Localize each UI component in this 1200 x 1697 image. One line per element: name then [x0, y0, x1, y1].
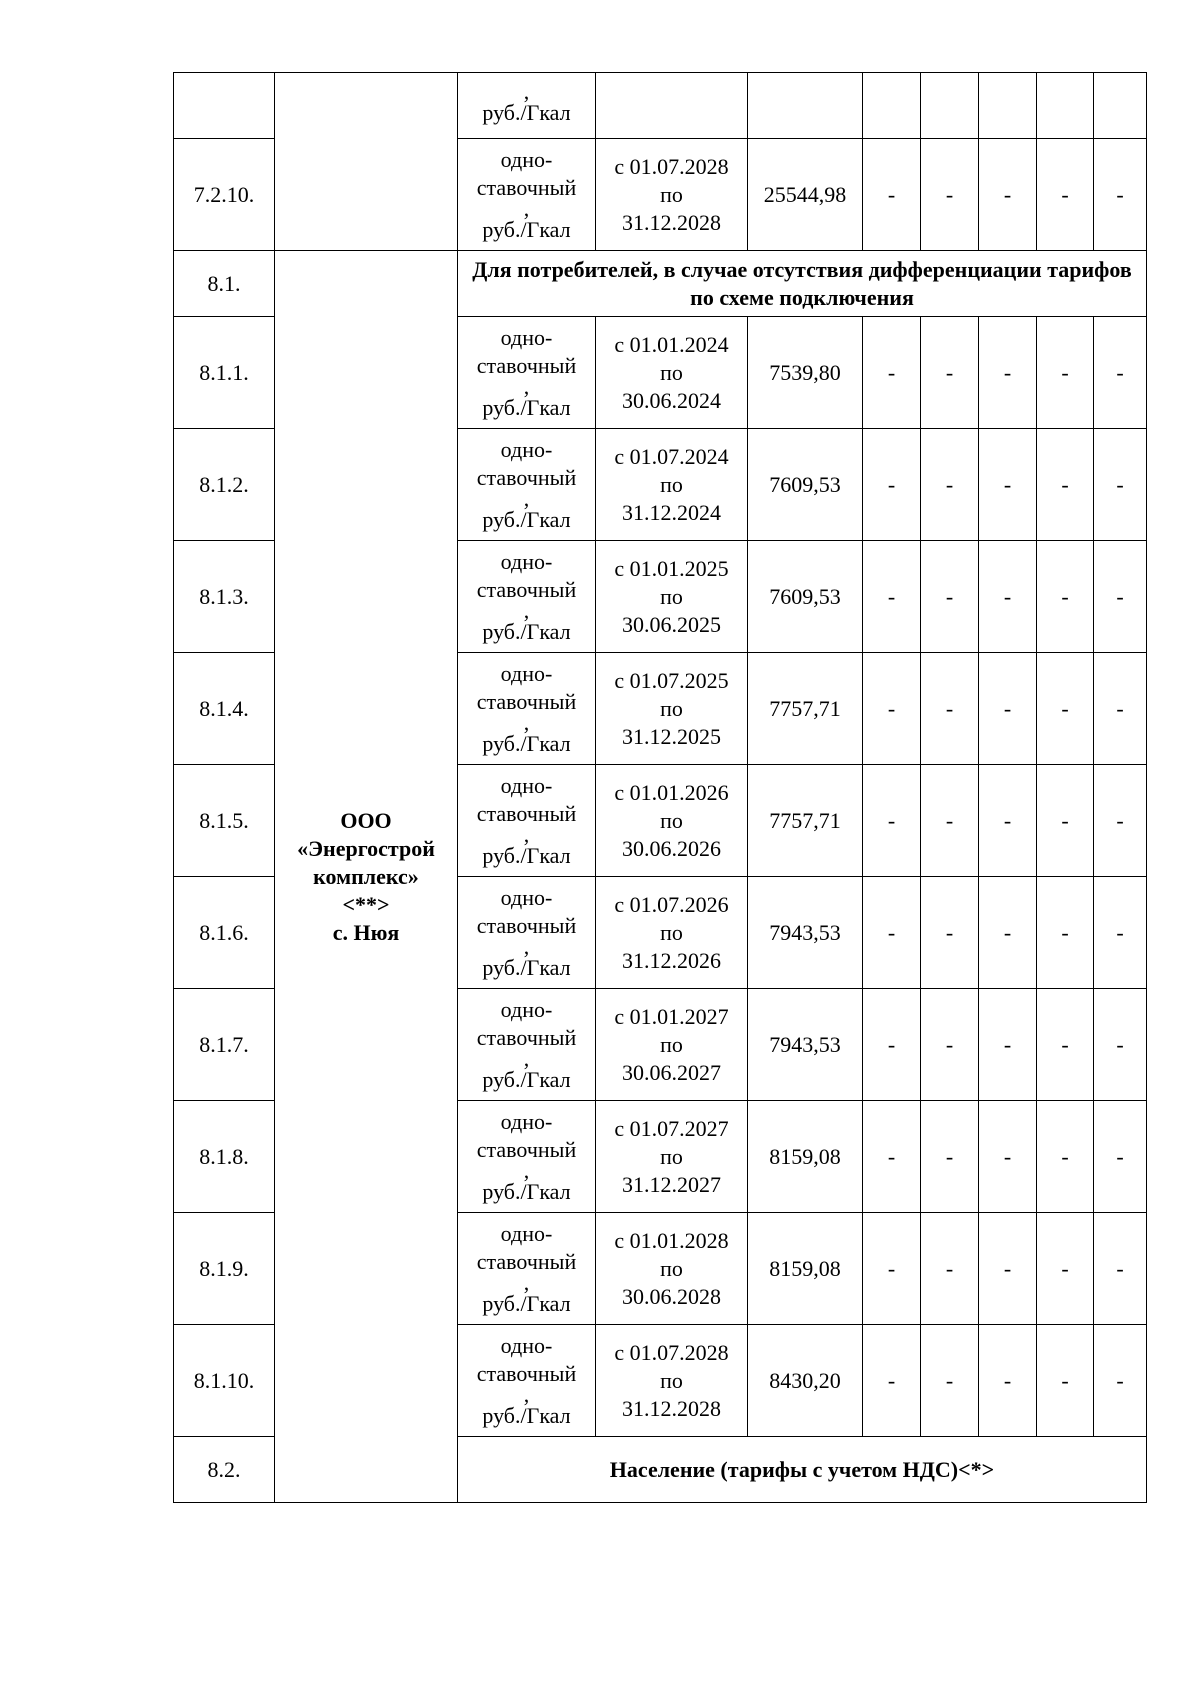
tariff-value: 8159,08 — [748, 1101, 863, 1213]
period-cell: с 01.07.2024 по 31.12.2024 — [596, 429, 748, 541]
unit-cell: одно- ставочный , руб./Гкал — [458, 1101, 596, 1213]
period-cell: с 01.07.2028 по 31.12.2028 — [596, 1325, 748, 1437]
table-row: 8.1.4. одно- ставочный , руб./Гкал с 01.07.2025 по 31.12.2025 7757,71 - - - - - — [174, 653, 1147, 765]
tariff-value: 7943,53 — [748, 989, 863, 1101]
table-row: 8.1.10. одно- ставочный , руб./Гкал с 01.07.2028 по 31.12.2028 8430,20 - - - - - — [174, 1325, 1147, 1437]
period-cell: с 01.01.2027 по 30.06.2027 — [596, 989, 748, 1101]
period-cell: с 01.01.2026 по 30.06.2026 — [596, 765, 748, 877]
row-number-cell — [174, 73, 275, 139]
table-row: 8.1.1. одно- ставочный , руб./Гкал с 01.01.2024 по 30.06.2024 7539,80 - - - - - — [174, 317, 1147, 429]
organization-cell — [275, 73, 458, 251]
table-row: 8.1.8. одно- ставочный , руб./Гкал с 01.07.2027 по 31.12.2027 8159,08 - - - - - — [174, 1101, 1147, 1213]
row-number: 8.2. — [174, 1437, 275, 1503]
row-number: 7.2.10. — [174, 139, 275, 251]
period-cell: с 01.01.2025 по 30.06.2025 — [596, 541, 748, 653]
row-number: 8.1.10. — [174, 1325, 275, 1437]
unit-cell: одно- ставочный , руб./Гкал — [458, 429, 596, 541]
row-number: 8.1.4. — [174, 653, 275, 765]
tariff-value: 7609,53 — [748, 429, 863, 541]
tariff-value: 8159,08 — [748, 1213, 863, 1325]
tariff-value: 25544,98 — [748, 139, 863, 251]
unit-cell: одно- ставочный , руб./Гкал — [458, 139, 596, 251]
unit-cell: одно- ставочный , руб./Гкал — [458, 317, 596, 429]
tariff-value: 7539,80 — [748, 317, 863, 429]
tariff-value: 7757,71 — [748, 765, 863, 877]
unit-cell: одно- ставочный , руб./Гкал — [458, 1213, 596, 1325]
period-cell: с 01.01.2028 по 30.06.2028 — [596, 1213, 748, 1325]
unit-cell: одно- ставочный , руб./Гкал — [458, 1325, 596, 1437]
section-title: Население (тарифы с учетом НДС)<*> — [458, 1437, 1147, 1503]
row-number: 8.1. — [174, 251, 275, 317]
organization-cell: ООО «Энергострой комплекс» <**> с. Нюя — [275, 251, 458, 1503]
table-row: 7.2.10. одно- ставочный , руб./Гкал с 01.07.2028 по 31.12.2028 25544,98 - - - - - — [174, 139, 1147, 251]
table-row — [174, 73, 1147, 139]
table-row: 8.1.9. одно- ставочный , руб./Гкал с 01.01.2028 по 30.06.2028 8159,08 - - - - - — [174, 1213, 1147, 1325]
tariff-value: 7757,71 — [748, 653, 863, 765]
period-cell: с 01.07.2028 по 31.12.2028 — [596, 139, 748, 251]
row-number: 8.1.7. — [174, 989, 275, 1101]
row-number: 8.1.3. — [174, 541, 275, 653]
tariff-value: 7943,53 — [748, 877, 863, 989]
period-cell: с 01.07.2025 по 31.12.2025 — [596, 653, 748, 765]
table-row: 8.1.3. одно- ставочный , руб./Гкал с 01.01.2025 по 30.06.2025 7609,53 - - - - - — [174, 541, 1147, 653]
unit-cell: одно- ставочный , руб./Гкал — [458, 653, 596, 765]
row-number: 8.1.5. — [174, 765, 275, 877]
row-number: 8.1.9. — [174, 1213, 275, 1325]
table-row: 8.1.2. одно- ставочный , руб./Гкал с 01.07.2024 по 31.12.2024 7609,53 - - - - - — [174, 429, 1147, 541]
table-row: 8.1.6. одно- ставочный , руб./Гкал с 01.07.2026 по 31.12.2026 7943,53 - - - - - — [174, 877, 1147, 989]
unit-cell: одно- ставочный , руб./Гкал — [458, 877, 596, 989]
period-cell: с 01.07.2026 по 31.12.2026 — [596, 877, 748, 989]
unit-cell: одно- ставочный , руб./Гкал — [458, 541, 596, 653]
row-number: 8.1.6. — [174, 877, 275, 989]
period-cell: с 01.01.2024 по 30.06.2024 — [596, 317, 748, 429]
row-number: 8.1.2. — [174, 429, 275, 541]
row-number: 8.1.1. — [174, 317, 275, 429]
tariff-value: 7609,53 — [748, 541, 863, 653]
unit-cell: одно- ставочный , руб./Гкал — [458, 765, 596, 877]
tariff-value: 8430,20 — [748, 1325, 863, 1437]
unit-cell: , руб./Гкал — [458, 73, 596, 139]
table-row: 8.1.7. одно- ставочный , руб./Гкал с 01.01.2027 по 30.06.2027 7943,53 - - - - - — [174, 989, 1147, 1101]
section-header-row — [174, 251, 1147, 317]
tariff-table — [173, 72, 1147, 1503]
unit-cell: одно- ставочный , руб./Гкал — [458, 989, 596, 1101]
row-number: 8.1.8. — [174, 1101, 275, 1213]
section-title: Для потребителей, в случае отсутствия дифференциации тарифов по схеме подключения — [458, 251, 1147, 317]
period-cell: с 01.07.2027 по 31.12.2027 — [596, 1101, 748, 1213]
table-row: 8.1.5. одно- ставочный , руб./Гкал с 01.01.2026 по 30.06.2026 7757,71 - - - - - — [174, 765, 1147, 877]
